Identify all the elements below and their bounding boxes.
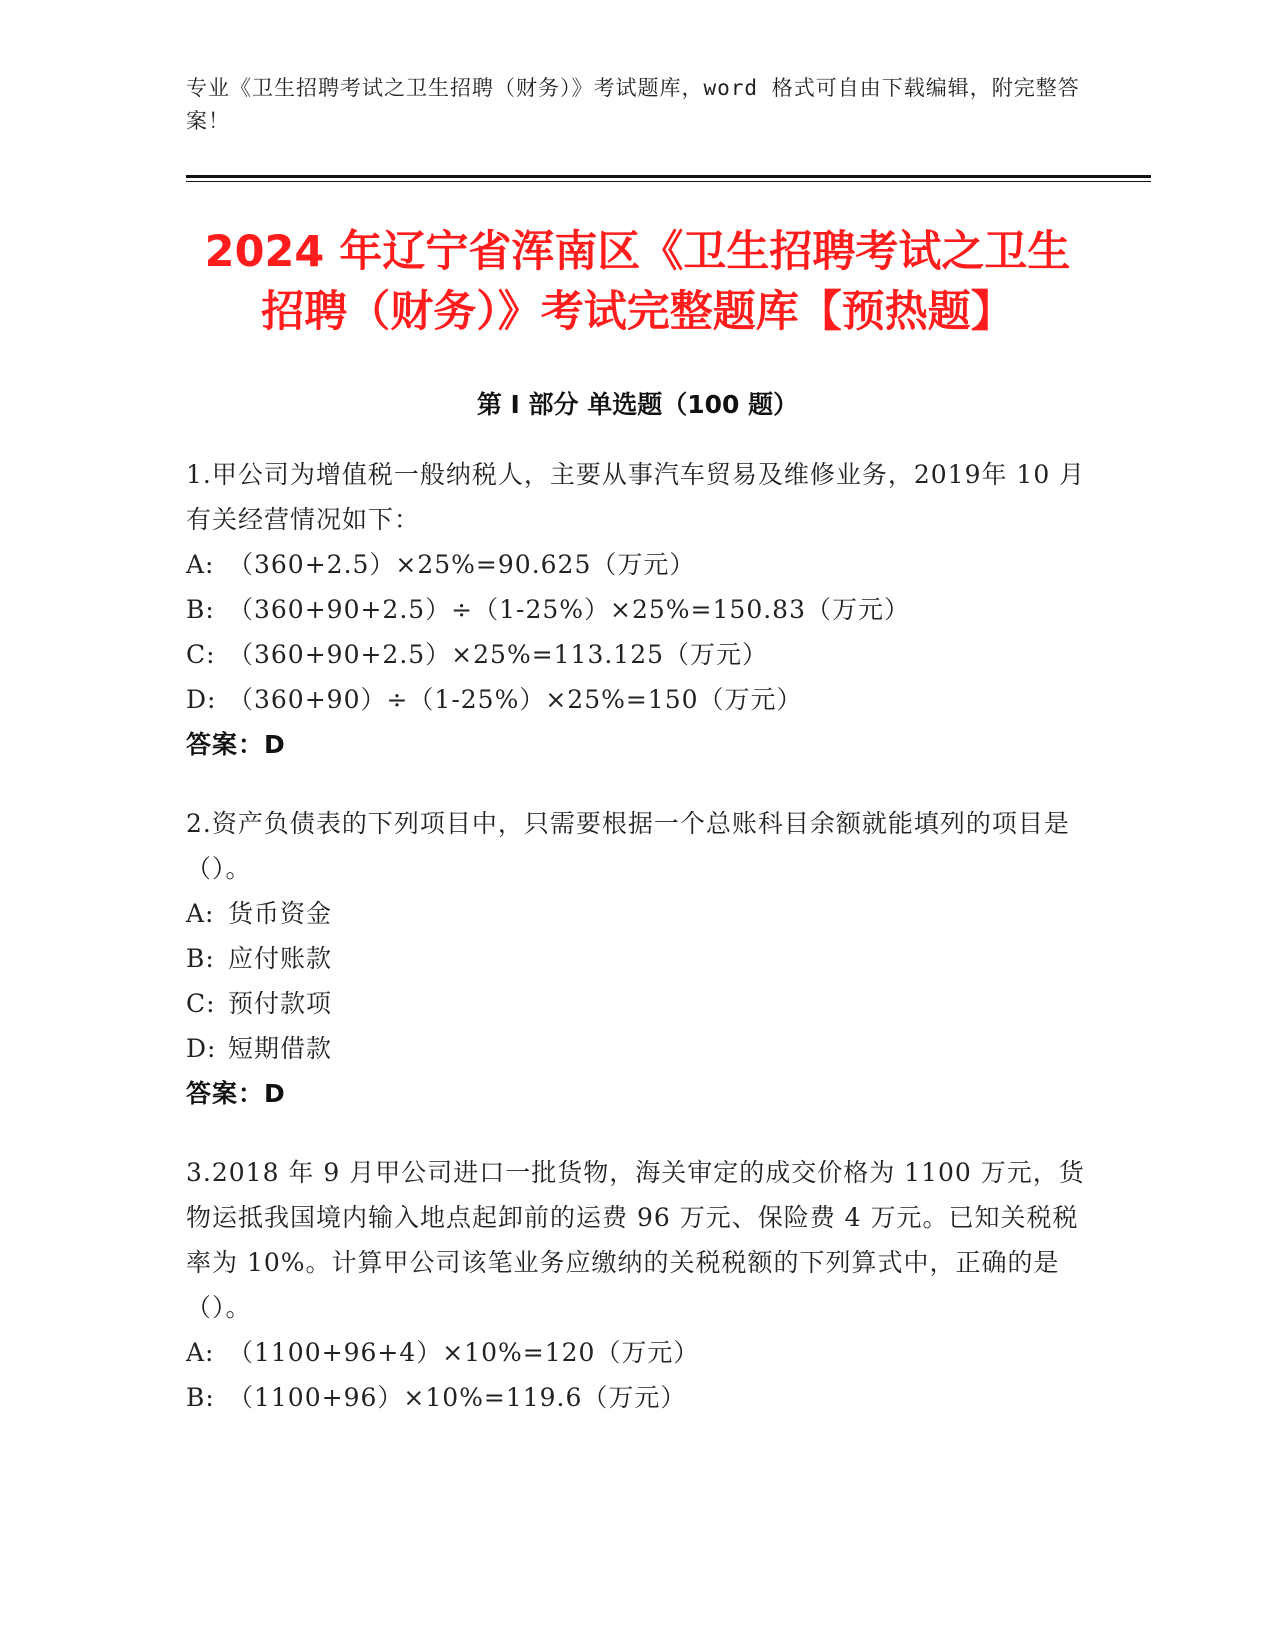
- section-heading: 第 I 部分 单选题（100 题）: [476, 390, 799, 419]
- option-label: D:: [186, 685, 217, 714]
- option-label: C:: [186, 989, 216, 1018]
- document-title-line-2: 招聘（财务）》考试完整题库【预热题】: [261, 287, 1014, 337]
- option-c: [186, 981, 1086, 1026]
- option-a: [186, 891, 1086, 936]
- option-label: A:: [186, 550, 215, 579]
- header-rule-thick: [186, 175, 1151, 178]
- option-text: 预付款项: [228, 989, 333, 1018]
- question-stem: 3.2018 年 9 月甲公司进口一批货物，海关审定的成交价格为 1100 万元，货物运抵我国境内输入地点起卸前的运费 96 万元、保险费 4 万元。已知关税税率为 10%。计算甲公司该笔业务应缴纳的关税税额的下列算式中，正确的是（）。: [186, 1158, 1085, 1322]
- option-a: [186, 1330, 1086, 1375]
- option-text: （360+90+2.5）×25%=113.125（万元）: [228, 640, 769, 669]
- option-text: 应付账款: [228, 944, 333, 973]
- question-2: [186, 801, 1086, 1116]
- question-3: [186, 1150, 1086, 1420]
- option-d: [186, 1026, 1086, 1071]
- option-label: B:: [186, 944, 215, 973]
- answer-text: 答案：D: [186, 730, 286, 759]
- header-rule-thin: [186, 181, 1151, 182]
- question-stem: 1.甲公司为增值税一般纳税人，主要从事汽车贸易及维修业务，2019年 10 月有关经营情况如下：: [186, 460, 1086, 534]
- option-label: C:: [186, 640, 216, 669]
- option-text: （360+90）÷（1-25%）×25%=150（万元）: [228, 685, 803, 714]
- option-label: A:: [186, 1338, 215, 1367]
- option-label: B:: [186, 1383, 215, 1412]
- option-b: [186, 1375, 1086, 1420]
- document-title: [150, 222, 1125, 342]
- option-text: 短期借款: [228, 1034, 333, 1063]
- question-1: [186, 452, 1086, 767]
- option-text: 货币资金: [228, 899, 333, 928]
- option-label: A:: [186, 899, 215, 928]
- option-d: [186, 677, 1086, 722]
- header-note: 专业《卫生招聘考试之卫生招聘（财务）》考试题库，word 格式可自由下载编辑，附完整答案！: [186, 76, 1080, 133]
- question-stem: 2.资产负债表的下列项目中，只需要根据一个总账科目余额就能填列的项目是（）。: [186, 809, 1070, 883]
- option-label: D:: [186, 1034, 217, 1063]
- option-a: [186, 542, 1086, 587]
- option-c: [186, 632, 1086, 677]
- option-text: （360+2.5）×25%=90.625（万元）: [228, 550, 696, 579]
- option-b: [186, 587, 1086, 632]
- option-text: （1100+96）×10%=119.6（万元）: [228, 1383, 687, 1412]
- option-b: [186, 936, 1086, 981]
- option-label: B:: [186, 595, 215, 624]
- answer-text: 答案：D: [186, 1079, 286, 1108]
- document-title-line-1: 2024 年辽宁省浑南区《卫生招聘考试之卫生: [204, 227, 1071, 277]
- option-text: （1100+96+4）×10%=120（万元）: [228, 1338, 700, 1367]
- option-text: （360+90+2.5）÷（1-25%）×25%=150.83（万元）: [228, 595, 910, 624]
